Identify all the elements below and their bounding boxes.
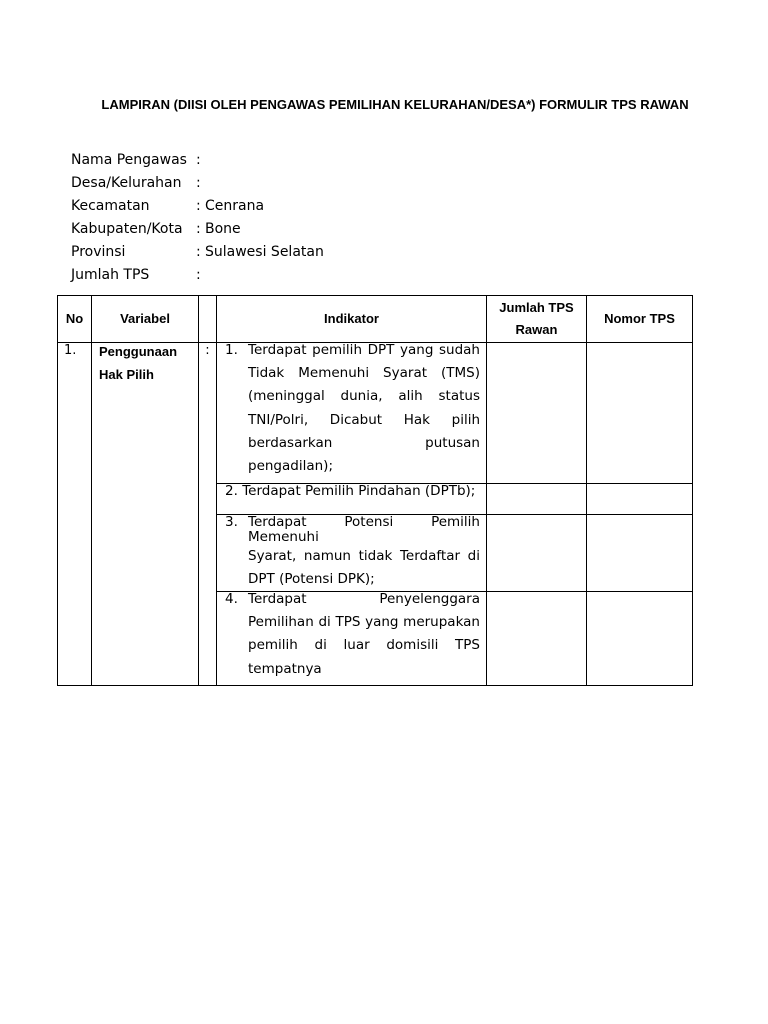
row-number: 1. (64, 343, 77, 358)
cell-nomor-3 (587, 515, 693, 592)
cell-indikator-4 (217, 592, 487, 686)
info-value: Bone (205, 221, 241, 237)
indicator-text-b: Syarat, namun tidak Terdaftar di DPT (Potensi DPK); (248, 548, 480, 587)
separator-colon: : (205, 343, 210, 358)
info-label: Provinsi (71, 244, 126, 260)
cell-indikator-2 (217, 484, 487, 515)
header-jumlah-tps-rawan: Jumlah TPS Rawan (487, 296, 587, 343)
cell-nomor-4 (587, 592, 693, 686)
info-colon: : (196, 198, 201, 214)
indicator-3 (225, 515, 480, 591)
info-colon: : (196, 244, 201, 260)
indicator-1 (225, 339, 480, 478)
info-label: Jumlah TPS (71, 267, 150, 283)
header-indikator: Indikator (217, 296, 487, 343)
cell-jumlah-3 (487, 515, 587, 592)
info-label: Desa/Kelurahan (71, 175, 182, 191)
info-label: Kecamatan (71, 198, 150, 214)
info-value: Sulawesi Selatan (205, 244, 324, 260)
cell-nomor-1 (587, 343, 693, 484)
info-label: Nama Pengawas (71, 152, 187, 168)
cell-jumlah-2 (487, 484, 587, 515)
table-row (58, 343, 693, 484)
indicator-text: Terdapat Penyelenggara Pemilihan di TPS yang merupakan pemilih di luar domisili TPS tempatnya (248, 591, 480, 677)
info-value: Cenrana (205, 198, 265, 214)
indicator-text: Terdapat Pemilih Pindahan (DPTb); (242, 483, 476, 499)
header-nomor-tps: Nomor TPS (587, 296, 693, 343)
header-variabel: Variabel (92, 296, 199, 343)
indicator-number: 2. (225, 483, 238, 499)
variabel-text: Penggunaan Hak Pilih (99, 344, 178, 382)
cell-jumlah-1 (487, 343, 587, 484)
info-colon: : (196, 175, 201, 191)
indicator-text: Terdapat pemilih DPT yang sudah Tidak Memenuhi Syarat (TMS) (meninggal dunia, alih status TNI/Polri, Dicabut Hak pilih berdasarkan putusan pengadilan); (248, 342, 480, 475)
info-colon: : (196, 267, 201, 283)
document-title: LAMPIRAN (DIISI OLEH PENGAWAS PEMILIHAN KELURAHAN/DESA*) FORMULIR TPS RAWAN (101, 97, 689, 112)
tps-rawan-table (57, 295, 693, 686)
cell-indikator-3 (217, 515, 487, 592)
indicator-number: 1. (225, 342, 238, 358)
header-separator (199, 296, 217, 343)
cell-nomor-2 (587, 484, 693, 515)
cell-jumlah-4 (487, 592, 587, 686)
info-label: Kabupaten/Kota (71, 221, 183, 237)
table-header-row (58, 296, 693, 343)
info-colon: : (196, 152, 201, 168)
header-no: No (58, 296, 92, 343)
indicator-number: 3. (225, 514, 238, 530)
cell-separator (199, 343, 217, 686)
indicator-number: 4. (225, 591, 238, 607)
cell-no (58, 343, 92, 686)
indicator-2 (225, 485, 480, 497)
indicator-4 (225, 588, 480, 681)
cell-indikator-1 (217, 343, 487, 484)
cell-variabel (92, 343, 199, 686)
info-colon: : (196, 221, 201, 237)
indicator-text-a: Terdapat Potensi Pemilih Memenuhi (248, 514, 480, 545)
